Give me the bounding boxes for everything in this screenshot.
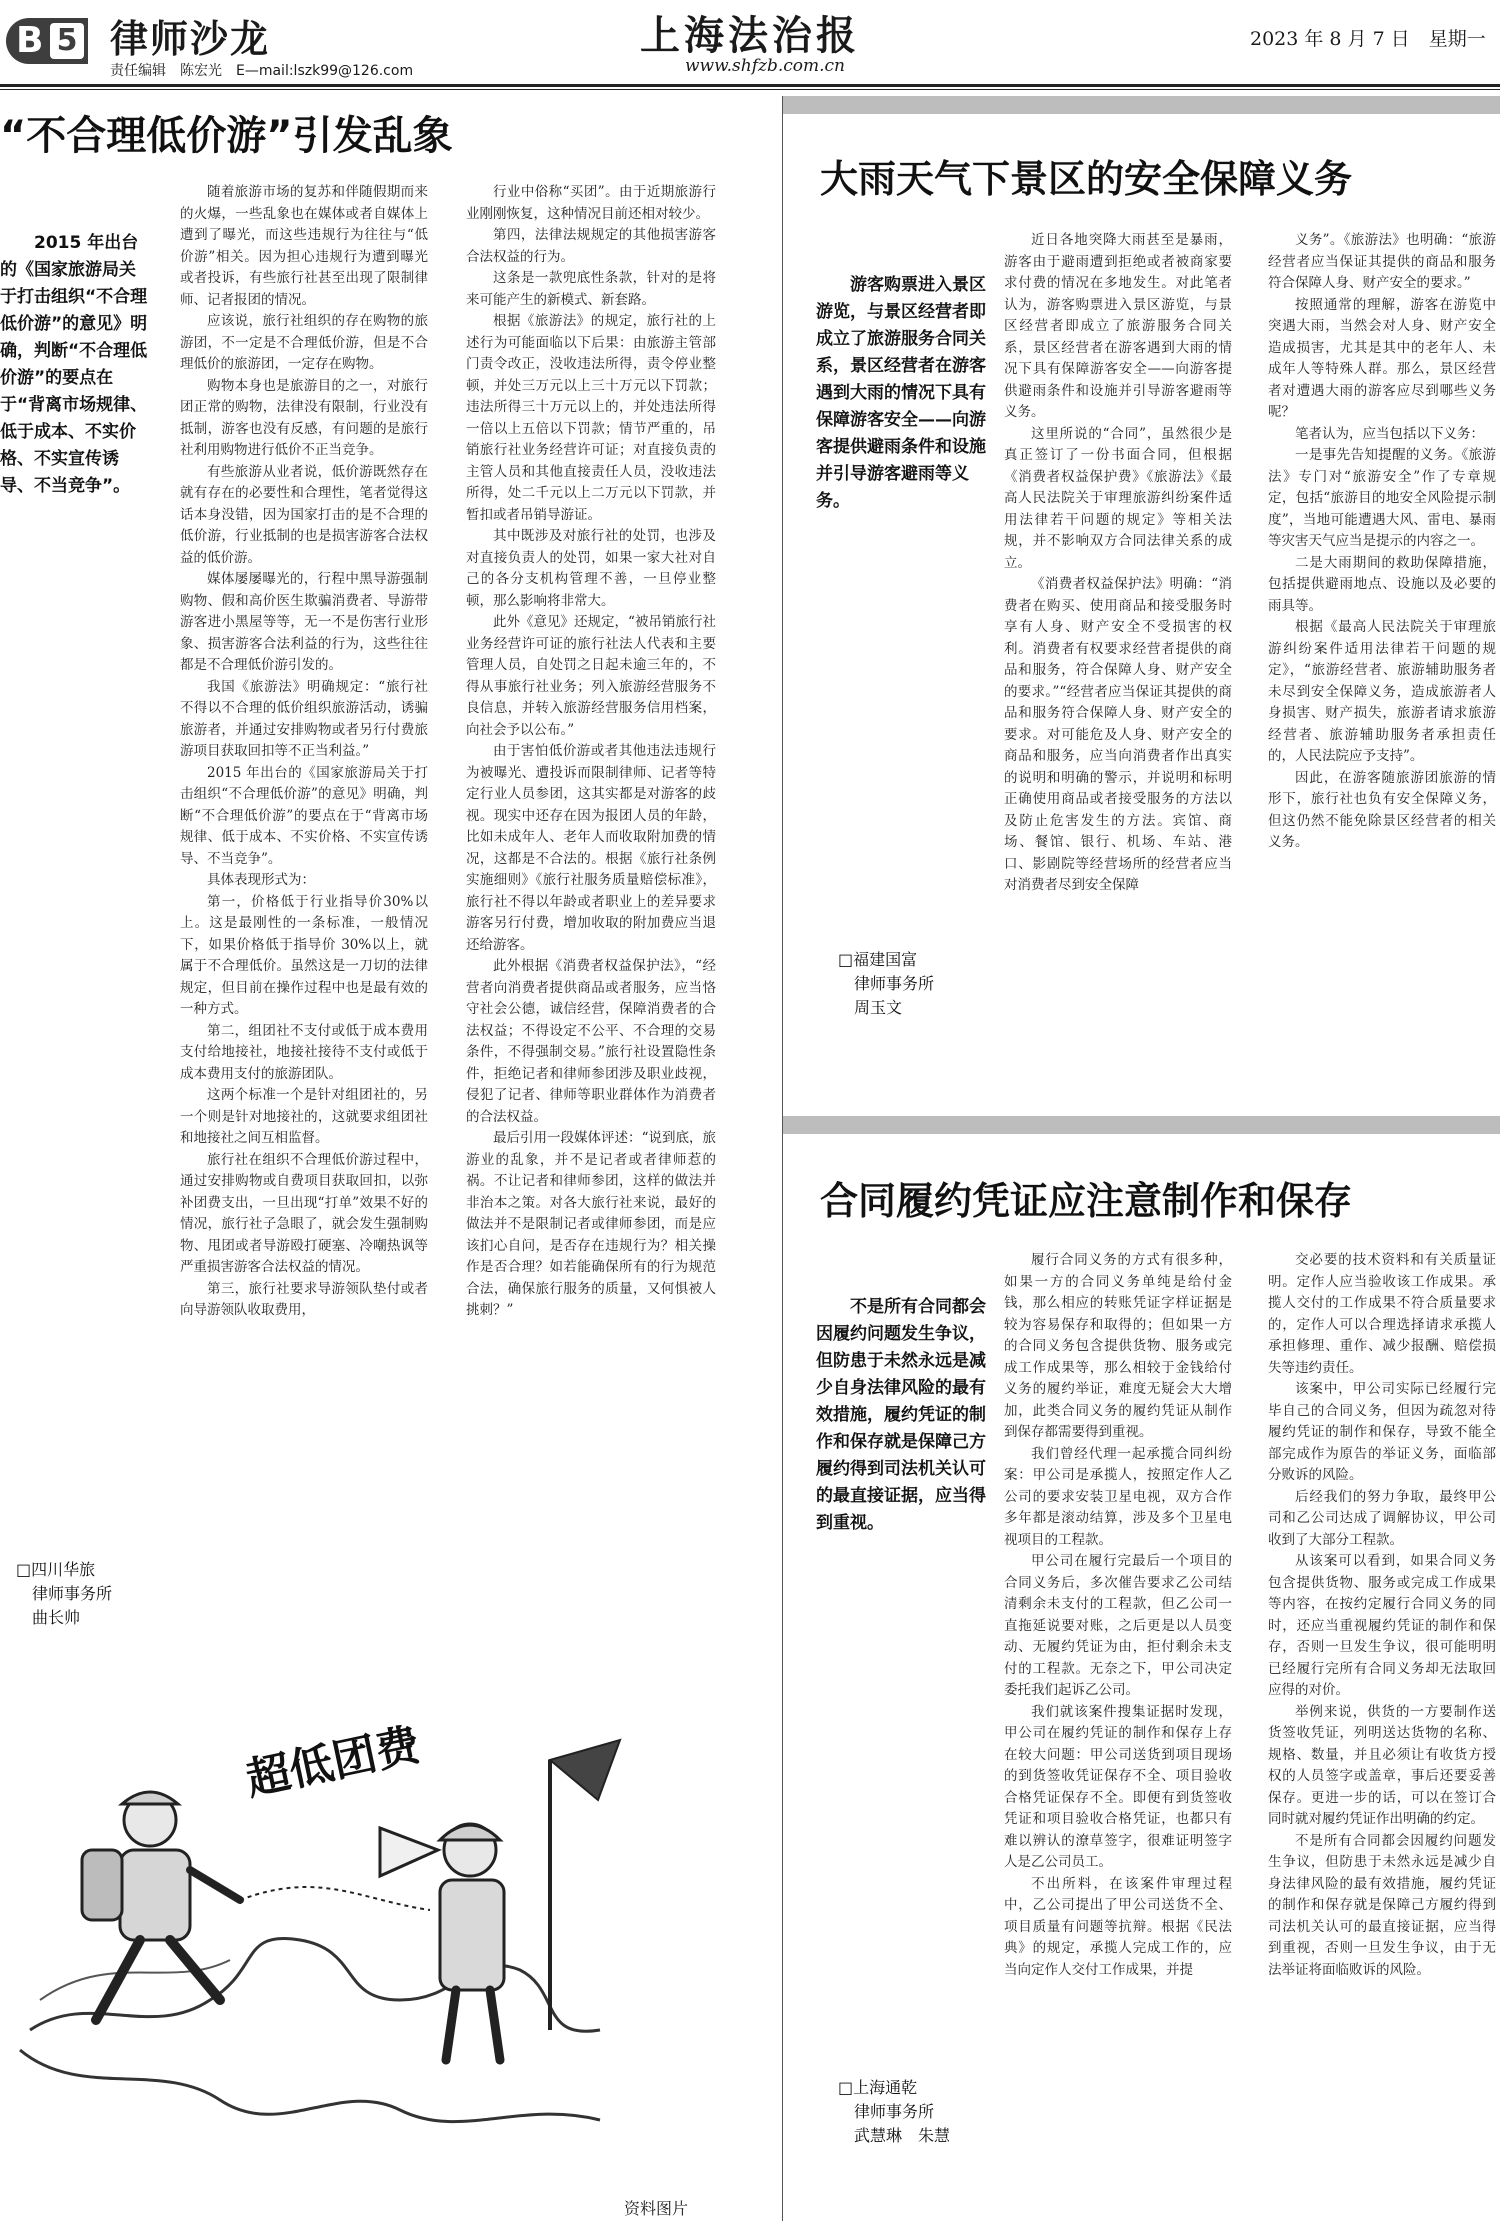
body-paragraph: 这里所说的“合同”，虽然很少是真正签订了一份书面合同，但根据《消费者权益保护费》《旅游法》《最高人民法院关于审理旅游纠纷案件适用法律若干问题的规定》等相关法规，并不影响双方合同法律关系的成立。 [1004,425,1232,571]
byline-line: 周玉文 [854,998,903,1017]
body-paragraph: 应该说，旅行社组织的存在购物的旅游团，不一定是不合理低价游，但是不合理低价的旅游团，一定存在购物。 [180,313,428,372]
body-paragraph: 我们曾经代理一起承揽合同纠纷案：甲公司是承揽人，按照定作人乙公司的要求安装卫星电视，双方合作多年都是滚动结算，涉及多个卫星电视项目的工程款。 [1004,1445,1232,1548]
article1-title: “不合理低价游”引发乱象 [0,113,453,159]
body-paragraph: 购物本身也是旅游目的之一，对旅行团正常的购物，法律没有限制，行业没有抵制，游客也没有反感，有问题的是旅行社利用购物进行低价不正当竞争。 [180,377,428,458]
body-paragraph: 由于害怕低价游或者其他违法违规行为被曝光、遭投诉而限制律师、记者等特定行业人员参团，这其实都是对游客的歧视。现实中还存在因为报团人员的年龄，比如未成年人、老年人而收取附加费的情况，这都是不合法的。根据《旅行社条例实施细则》《旅行社服务质量赔偿标准》，旅行社不得以年龄或者职业上的差异要求游客另行付费，增加收取的附加费应当退还给游客。 [466,743,716,953]
body-paragraph: 有些旅游从业者说，低价游既然存在就有存在的必要性和合理性，笔者觉得这话本身没错，因为国家打击的是不合理的低价游，行业抵制的也是损害游客合法权益的低价游。 [180,463,428,566]
body-paragraph: 后经我们的努力争取，最终甲公司和乙公司达成了调解协议，甲公司收到了大部分工程款。 [1268,1488,1496,1548]
page-number: 5 [50,23,84,59]
body-paragraph: 不是所有合同都会因履约问题发生争议，但防患于未然永远是减少自身法律风险的最有效措施，履约凭证的制作和保存就是保障己方履约得到司法机关认可的最直接证据，应当得到重视，否则一旦发生争议，由于无法举证将面临败诉的风险。 [1268,1832,1496,1978]
article3-column-1 [1004,1250,1232,2220]
body-paragraph: 这条是一款兜底性条款，针对的是将来可能产生的新模式、新套路。 [466,270,716,308]
article3-byline [838,2076,950,2148]
byline-line: □上海通乾 [838,2078,918,2097]
byline-line: □四川华旅 [16,1560,96,1579]
body-paragraph: 一是事先告知提醒的义务。《旅游法》专门对“旅游安全”作了专章规定，包括“旅游目的地安全风险提示制度”，当地可能遭遇大风、雷电、暴雨等灾害天气应当是提示的内容之一。 [1268,447,1496,549]
tourism-cartoon-image [0,1700,700,2170]
body-paragraph: 这两个标准一个是针对组团社的，另一个则是针对地接社的，这就要求组团社和地接社之间互相监督。 [180,1087,428,1146]
cartoon-text: 超低团费 [241,1719,425,1806]
article1-byline [16,1558,112,1630]
body-paragraph: 根据《旅游法》的规定，旅行社的上述行为可能面临以下后果：由旅游主管部门责令改正，没收违法所得，责令停业整顿，并处三万元以上三十万元以下罚款；违法所得三十万元以上的，并处违法所得一倍以上五倍以下罚款；情节严重的，吊销旅行社业务经营许可证；对直接负责的主管人员和其他直接责任人员，没收违法所得，处二千元以上二万元以下罚款，并暂扣或者吊销导游证。 [466,313,716,523]
body-paragraph: 具体表现形式为： [207,872,315,888]
byline-line: □福建国富 [838,950,918,969]
top-rule-thin [0,89,1500,90]
column-divider [782,96,783,2221]
body-paragraph: 我国《旅游法》明确规定：“旅行社不得以不合理的低价组织旅游活动，诱骗旅游者，并通过安排购物或者另行付费旅游项目获取回扣等不正当利益。” [180,678,428,759]
section-name: 律师沙龙 [110,17,271,61]
article1-lead: 2015 年出台的《国家旅游局关于打击组织“不合理低价游”的意见》明确，判断“不合理低价游”的要点在于“背离市场规律、低于成本、不实价格、不实宣传诱导、不当竞争”。 [0,233,148,496]
body-paragraph: 第一，价格低于行业指导价30%以上。这是最刚性的一条标准，一般情况下，如果价格低于指导价 30%以上，就属于不合理低价。虽然这是一刀切的法律规定，但目前在操作过程中也是最有效的一种方式。 [180,893,428,1017]
article1-column-2 [466,182,716,1677]
byline-line: 律师事务所 [854,2102,935,2121]
paper-url: www.shfzb.com.cn [685,56,845,76]
body-paragraph: 义务”。《旅游法》也明确：“旅游经营者应当保证其提供的商品和服务符合保障人身、财产安全的要求。” [1268,232,1496,291]
body-paragraph: 第二，组团社不支付或低于成本费用支付给地接社，地接社接待不支付或低于成本费用支付的旅游团队。 [180,1022,428,1082]
body-paragraph: 笔者认为，应当包括以下义务： [1295,425,1484,442]
body-paragraph: 最后引用一段媒体评述：“说到底，旅游业的乱象，并不是记者或者律师惹的祸。不让记者和律师参团，这样的做法并非治本之策。对各大旅行社来说，最好的做法并不是限制记者或律师参团，而是应该扪心自问，是否存在违规行为？相关操作是否合理？如若能确保所有的行为规范合法，确保旅行服务的质量，又何惧被人挑刺？” [466,1130,716,1318]
divider-band [782,1116,1500,1134]
article3-lead: 不是所有合同都会因履约问题发生争议，但防患于未然永远是减少自身法律风险的最有效措施，履约凭证的制作和保存就是保障己方履约得到司法机关认可的最直接证据，应当得到重视。 [816,1297,986,1533]
byline-line: 律师事务所 [854,974,935,993]
body-paragraph: 履行合同义务的方式有很多种，如果一方的合同义务单纯是给付金钱，那么相应的转账凭证字样证据是较为容易保存和取得的；但如果一方的合同义务包含提供货物、服务或完成工作成果等，那么相较于金钱给付义务的履约举证，难度无疑会大大增加，此类合同义务的履约凭证从制作到保存都需要得到重视。 [1004,1252,1232,1440]
body-paragraph: 从该案可以看到，如果合同义务包含提供货物、服务或完成工作成果等内容，在按约定履行合同义务的同时，还应当重视履约凭证的制作和保存，否则一旦发生争议，很可能明明已经履行完所有合同义务却无法取回应得的对价。 [1268,1553,1496,1698]
article1-column-1 [180,182,428,1677]
article2-column-2 [1268,230,1496,1065]
body-paragraph: 交必要的技术资料和有关质量证明。定作人应当验收该工作成果。承揽人交付的工作成果不符合质量要求的，定作人可以合理选择请求承揽人承担修理、重作、减少报酬、赔偿损失等违约责任。 [1268,1252,1496,1376]
body-paragraph: 该案中，甲公司实际已经履行完毕自己的合同义务，但因为疏忽对待履约凭证的制作和保存，导致不能全部完成作为原告的举证义务，面临部分败诉的风险。 [1268,1381,1496,1483]
page-badge [6,18,88,64]
body-paragraph: 媒体屡屡曝光的，行程中黑导游强制购物、假和高价医生欺骗消费者、导游带游客进小黑屋等等，无一不是伤害行业形象、损害游客合法利益的行为，这些往往都是不合理低价游引发的。 [180,571,428,673]
body-paragraph: 其中既涉及对旅行社的处罚，也涉及对直接负责人的处罚，如果一家大社对自己的各分支机构管理不善，一旦停业整顿，那么影响将非常大。 [466,528,716,609]
body-paragraph: 因此，在游客随旅游团旅游的情形下，旅行社也负有安全保障义务，但这仍然不能免除景区经营者的相关义务。 [1268,769,1496,850]
body-paragraph: 按照通常的理解，游客在游览中突遇大雨，当然会对人身、财产安全造成损害，尤其是其中的老年人、未成年人等特殊人群。那么，景区经营者对遭遇大雨的游客应尽到哪些义务呢？ [1268,296,1496,420]
body-paragraph: 此外根据《消费者权益保护法》，“经营者向消费者提供商品或者服务，应当恪守社会公德，诚信经营，保障消费者的合法权益；不得设定不公平、不合理的交易条件，不得强制交易。”旅行社设置隐性条件，拒绝记者和律师参团涉及职业歧视，侵犯了记者、律师等职业群体作为消费者的合法权益。 [466,958,716,1125]
issue-date: 2023 年 8 月 7 日 星期一 [1250,28,1486,50]
body-paragraph: 根据《最高人民法院关于审理旅游纠纷案件适用法律若干问题的规定》，“旅游经营者、旅游辅助服务者未尽到安全保障义务，造成旅游者人身损害、财产损失，旅游者请求旅游经营者、旅游辅助服务者承担责任的，人民法院应予支持”。 [1268,619,1496,764]
body-paragraph: 第四，法律法规规定的其他损害游客合法权益的行为。 [466,227,716,265]
body-paragraph: 近日各地突降大雨甚至是暴雨，游客由于避雨遭到拒绝或者被商家要求付费的情况在多地发生。对此笔者认为，游客购票进入景区游览，与景区经营者即成立了旅游服务合同关系，景区经营者在游客遇到大雨的情况下具有保障游客安全——向游客提供避雨条件和设施并引导游客避雨等义务。 [1004,232,1232,420]
article2-byline [838,948,934,1020]
top-rule [0,84,1500,87]
page-letter: B [16,20,44,61]
article2-title: 大雨天气下景区的安全保障义务 [820,157,1353,201]
body-paragraph: 行业中俗称“买团”。由于近期旅游行业刚刚恢复，这种情况目前还相对较少。 [466,184,716,222]
body-paragraph: 第三，旅行社要求导游领队垫付或者向导游领队收取费用， [180,1280,428,1318]
body-paragraph: 旅行社在组织不合理低价游过程中，通过安排购物或自费项目获取回扣，以弥补团费支出，一旦出现“打单”效果不好的情况，旅行社子急眼了，就会发生强制购物、甩团或者导游殴打硬塞、冷嘲热讽等严重损害游客合法权益的情况。 [180,1151,428,1275]
article2-lead: 游客购票进入景区游览，与景区经营者即成立了旅游服务合同关系，景区经营者在游客遇到大雨的情况下具有保障游客安全——向游客提供避雨条件和设施并引导游客避雨等义务。 [816,275,986,511]
divider-band [782,96,1500,114]
byline-line: 曲长帅 [32,1608,81,1627]
article3-title: 合同履约凭证应注意制作和保存 [820,1179,1353,1223]
body-paragraph: 二是大雨期间的救助保障措施，包括提供避雨地点、设施以及必要的雨具等。 [1268,554,1496,614]
body-paragraph: 不出所料，在该案件审理过程中，乙公司提出了甲公司送货不全、项目质量有问题等抗辩。根据《民法典》的规定，承揽人完成工作的，应当向定作人交付工作成果，并提 [1004,1875,1232,1978]
body-paragraph: 《消费者权益保护法》明确：“消费者在购买、使用商品和接受服务时享有人身、财产安全不受损害的权利。消费者有权要求经营者提供的商品和服务，符合保障人身、财产安全的要求。”“经营者应当保证其提供的商品和服务符合保障人身、财产安全的要求。对可能危及人身、财产安全的商品和服务，应当向消费者作出真实的说明和明确的警示，并说明和标明正确使用商品或者接受服务的方法以及防止危害发生的方法。宾馆、商场、餐馆、银行、机场、车站、港口、影剧院等经营场所的经营者应当对消费者尽到安全保障 [1004,576,1232,893]
body-paragraph: 我们就该案件搜集证据时发现，甲公司在履约凭证的制作和保存上存在较大问题：甲公司送货到项目现场的到货签收凭证保存不全、项目验收合格凭证保存不全。即便有到货签收凭证和项目验收合格凭证，也都只有难以辨认的潦草签字，很难证明签字人是乙公司员工。 [1004,1703,1232,1870]
byline-line: 律师事务所 [32,1584,113,1603]
body-paragraph: 随着旅游市场的复苏和伴随假期而来的火爆，一些乱象也在媒体或者自媒体上遭到了曝光，而这些违规行为往往与“低价游”相关。因为担心违规行为遭到曝光或者投诉，有些旅行社甚至出现了限制律师、记者报团的情况。 [180,184,428,308]
body-paragraph: 举例来说，供货的一方要制作送货签收凭证，列明送达货物的名称、规格、数量，并且必须让有收货方授权的人员签字或盖章，事后还要妥善保存。更进一步的话，可以在签订合同时就对履约凭证作出明确的约定。 [1268,1703,1496,1827]
paper-name: 上海法治报 [640,12,860,59]
image-caption: 资料图片 [624,2199,689,2218]
body-paragraph: 此外《意见》还规定，“被吊销旅行社业务经营许可证的旅行社法人代表和主要管理人员，自处罚之日起未逾三年的，不得从事旅行社业务；列入旅游经营服务不良信息，并转入旅游经营服务信用档案，向社会予以公布。” [466,614,716,738]
byline-line: 武慧琳 朱慧 [854,2126,951,2145]
body-paragraph: 2015 年出台的《国家旅游局关于打击组织“不合理低价游”的意见》明确，判断“不合理低价游”的要点在于“背离市场规律、低于成本、不实价格、不实宣传诱导、不当竞争”。 [180,764,428,867]
body-paragraph: 甲公司在履行完最后一个项目的合同义务后，多次催告要求乙公司结清剩余未支付的工程款，但乙公司一直拖延说要对账，之后更是以人员变动、无履约凭证为由，拒付剩余未支付的工程款。无奈之下，甲公司决定委托我们起诉乙公司。 [1004,1553,1232,1698]
article3-column-2 [1268,1250,1496,2220]
article2-column-1 [1004,230,1232,1065]
editor-line: 责任编辑 陈宏光 E—mail:lszk99@126.com [110,63,414,79]
